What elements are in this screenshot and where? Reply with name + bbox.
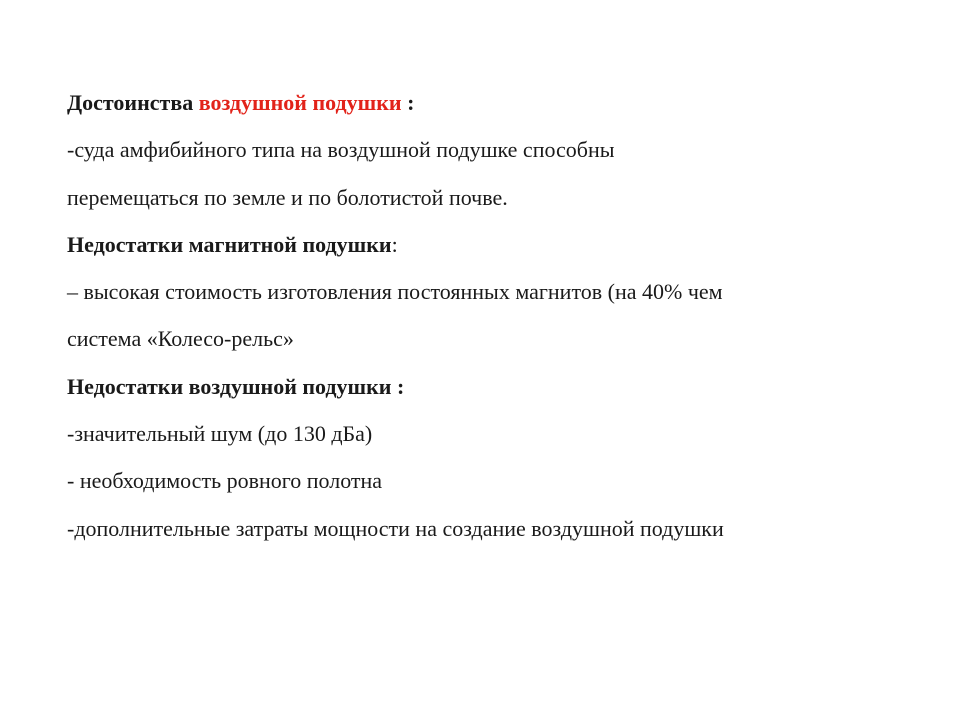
advantages-heading <box>67 79 927 126</box>
air-disadvantages-item-1: -значительный шум (до 130 дБа) <box>67 421 373 447</box>
advantages-heading-suffix: : <box>401 90 415 115</box>
magnetic-disadvantages-line-2: система «Колесо-рельс» <box>67 326 294 352</box>
air-disadvantages-heading: Недостатки воздушной подушки : <box>67 373 405 399</box>
magnetic-disadvantages-line-1: – высокая стоимость изготовления постоянных магнитов (на 40% чем <box>67 279 723 305</box>
air-disadvantages-item-2: - необходимость ровного полотна <box>67 468 383 494</box>
magnetic-disadvantages-heading <box>67 221 927 268</box>
advantages-line-1: -суда амфибийного типа на воздушной подушке способны <box>67 137 615 163</box>
magnetic-disadvantages-heading-text: Недостатки магнитной подушки <box>67 231 392 257</box>
advantages-heading-highlight: воздушной подушки <box>198 90 402 115</box>
advantages-heading-prefix: Достоинства <box>67 90 199 115</box>
slide-content <box>67 79 927 552</box>
air-disadvantages-item-3: -дополнительные затраты мощности на создание воздушной подушки <box>67 515 724 541</box>
advantages-line-2: перемещаться по земле и по болотистой почве. <box>67 184 508 210</box>
magnetic-disadvantages-heading-colon: : <box>391 231 398 257</box>
